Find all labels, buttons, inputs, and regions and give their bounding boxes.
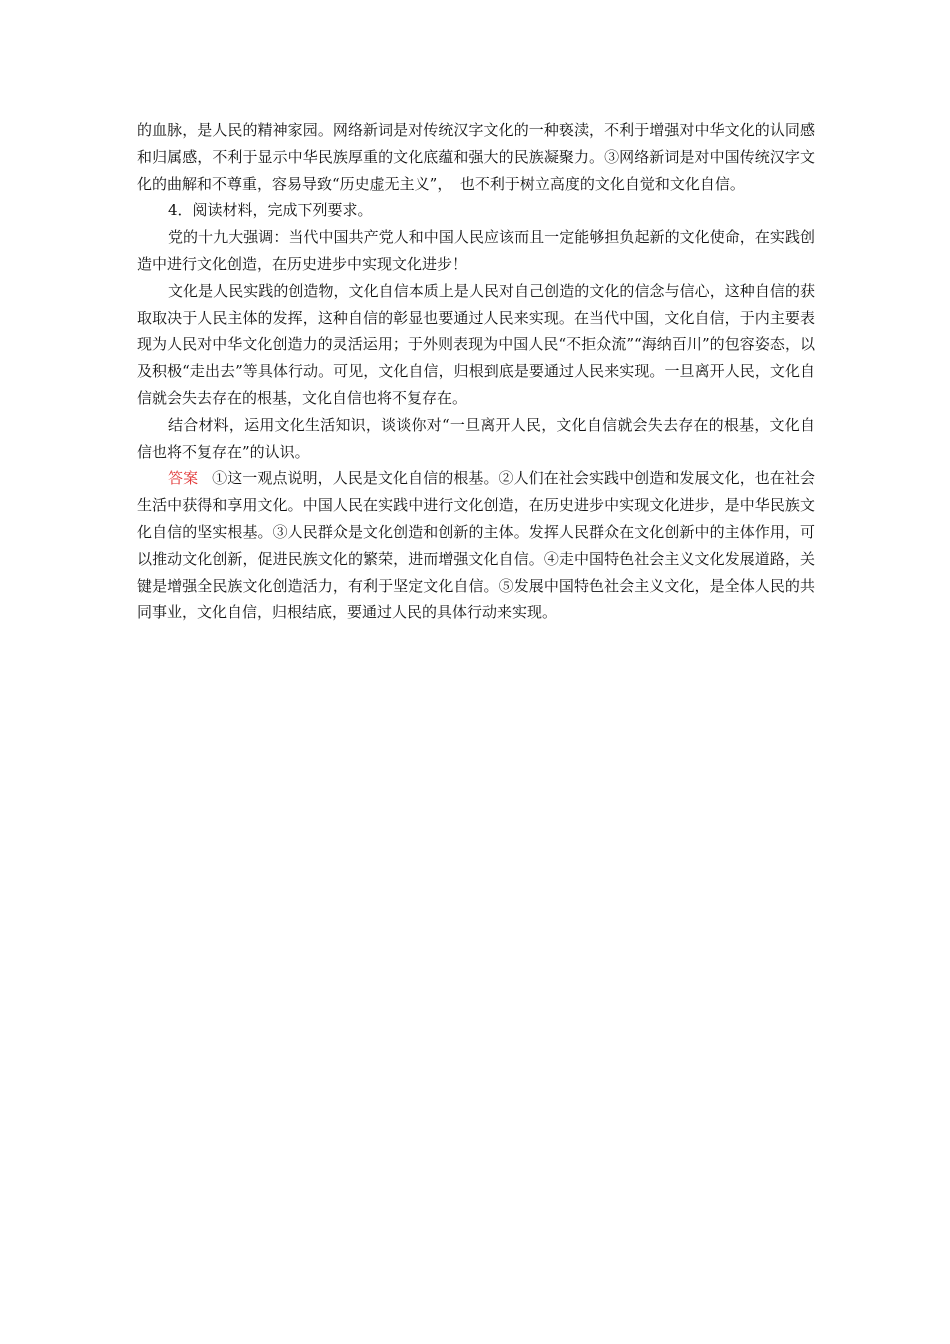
material-paragraph-2: 文化是人民实践的创造物，文化自信本质上是人民对自己创造的文化的信念与信心，这种自信的获取取决于人民主体的发挥，这种自信的彰显也要通过人民来实现。在当代中国，文化自信，于内主要表现为人民对中华文化创造力的灵活运用；于外则表现为中国人民“不拒众流”“海纳百川”的包容姿态，以及积极“走出去”等具体行动。可见，文化自信，归根到底是要通过人民来实现。一旦离开人民，文化自信就会失去存在的根基，文化自信也将不复存在。: [137, 281, 815, 407]
question-title: 4．阅读材料，完成下列要求。: [168, 201, 373, 220]
answer-label: 答案: [168, 469, 199, 488]
material-paragraph-1: 党的十九大强调：当代中国共产党人和中国人民应该而且一定能够担负起新的文化使命，在实践创造中进行文化创造，在历史进步中实现文化进步！: [137, 228, 815, 273]
continuation-paragraph: 的血脉，是人民的精神家园。网络新词是对传统汉字文化的一种亵渎，不利于增强对中华文化的认同感和归属感，不利于显示中华民族厚重的文化底蕴和强大的民族凝聚力。③网络新词是对中国传统汉字文化的曲解和不尊重，容易导致“历史虚无主义”， 也不利于树立高度的文化自觉和文化自信。: [137, 121, 815, 193]
document-page: [137, 117, 815, 626]
question-prompt: 结合材料，运用文化生活知识，谈谈你对“一旦离开人民，文化自信就会失去存在的根基，文化自信也将不复存在”的认识。: [137, 415, 815, 461]
answer-text: ①这一观点说明，人民是文化自信的根基。②人们在社会实践中创造和发展文化，也在社会生活中获得和享用文化。中国人民在实践中进行文化创造，在历史进步中实现文化进步，是中华民族文化自信的坚实根基。③人民群众是文化创造和创新的主体。发挥人民群众在文化创新中的主体作用，可以推动文化创新，促进民族文化的繁荣，进而增强文化自信。④走中国特色社会主义文化发展道路，关键是增强全民族文化创造活力，有利于坚定文化自信。⑤发展中国特色社会主义文化，是全体人民的共同事业，文化自信，归根结底，要通过人民的具体行动来实现。: [137, 469, 815, 622]
answer-paragraph: [137, 465, 815, 626]
